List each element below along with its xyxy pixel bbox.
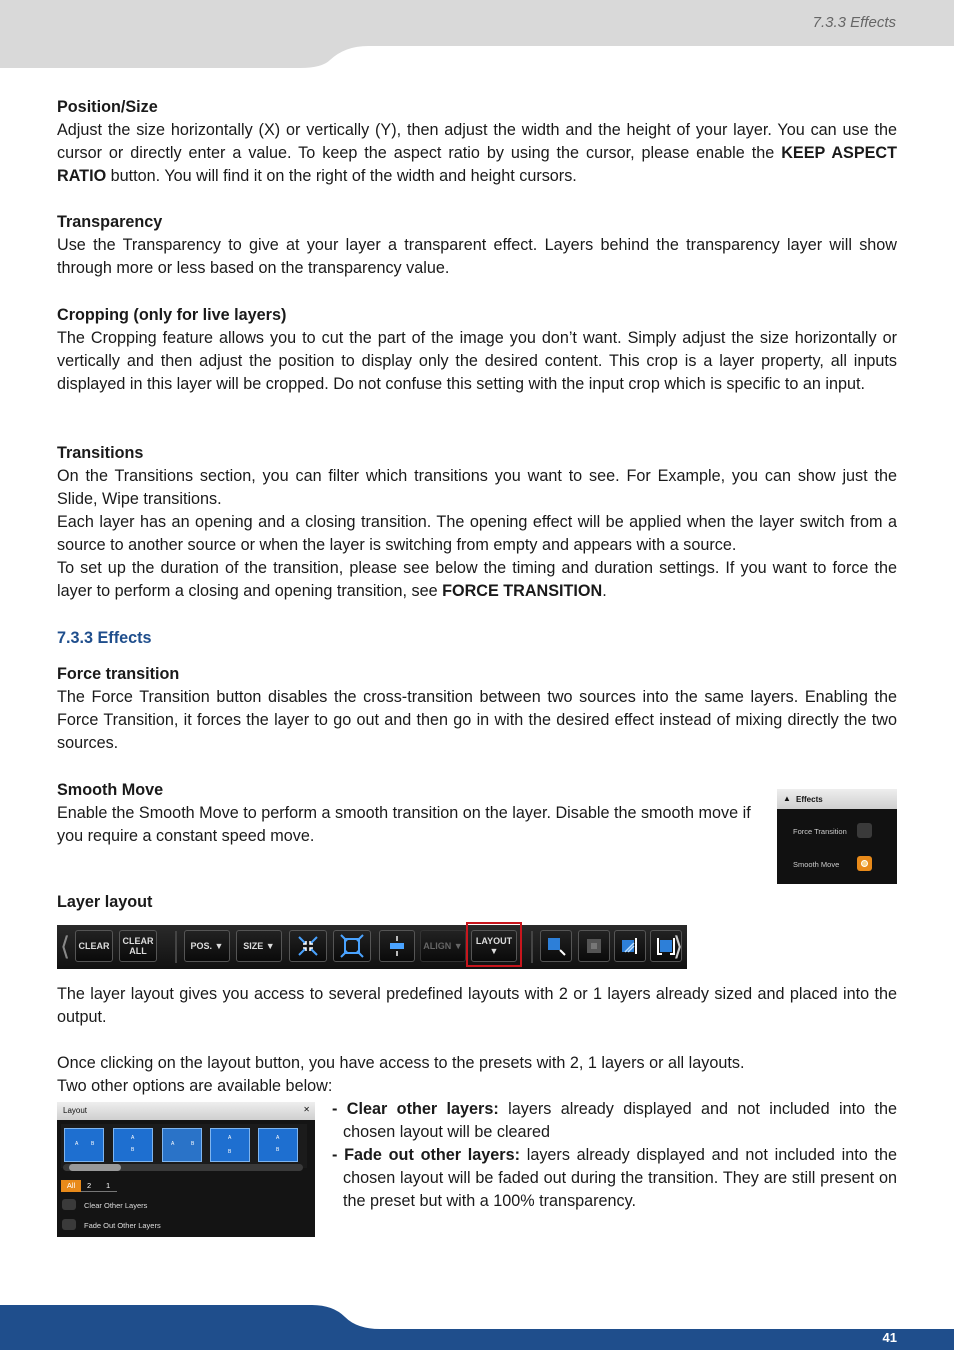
layout-panel-image (57, 1102, 315, 1237)
close-icon[interactable]: ✕ (303, 1105, 310, 1114)
fullscreen-icon[interactable] (333, 930, 371, 962)
layout-options-list (332, 1098, 897, 1213)
thumb-label: B (91, 1141, 95, 1147)
paragraph-transitions-1: On the Transitions section, you can filter which transitions you want to see. For Example, you can show just the Slide, Wipe transitions. (57, 467, 897, 508)
paragraph-position-size: Adjust the size horizontally (X) or vertically (Y), then adjust the width and the height of your layer. You can use the cursor or directly enter a value. To keep the aspect ratio by using the cursor, please enable the KEEP ASPECT RATIO button. You will find it on the right of the width and height cursors. (57, 121, 898, 185)
section-position-size (57, 96, 897, 188)
effects-panel-title: Effects (796, 795, 823, 804)
heading-layer-layout: Layer layout (57, 893, 153, 911)
tab-all[interactable]: All (61, 1180, 81, 1192)
collapse-arrow-icon[interactable]: ▲ (783, 794, 791, 803)
layout-panel-title: Layout (63, 1106, 88, 1115)
thumb-label: B (191, 1141, 195, 1147)
layout-dropdown-button[interactable]: LAYOUT ▼ (471, 930, 517, 962)
clear-all-button[interactable]: CLEAR ALL (119, 930, 157, 962)
heading-force-transition: Force transition (57, 665, 180, 683)
clear-button[interactable]: CLEAR (75, 930, 113, 962)
smooth-move-label: Smooth Move (793, 860, 840, 869)
heading-cropping: Cropping (only for live layers) (57, 306, 287, 324)
section-force-transition (57, 663, 897, 755)
thumb-label: A (131, 1135, 135, 1141)
paragraph-layer-layout-3: Two other options are available below: (57, 1077, 333, 1095)
presets-scrollbar[interactable] (63, 1164, 303, 1171)
tab-underline (81, 1191, 117, 1192)
section-layer-layout (57, 891, 897, 914)
center-align-icon[interactable] (379, 930, 415, 962)
layer-layout-text (57, 983, 897, 1098)
page-header-bar (0, 0, 954, 68)
smooth-move-toggle[interactable] (857, 856, 872, 871)
header-section-title: 7.3.3 Effects (812, 14, 896, 31)
thumb-label: B (228, 1149, 232, 1155)
thumb-label: B (131, 1147, 135, 1153)
section-transitions (57, 442, 897, 603)
section-transparency (57, 211, 897, 280)
size-dropdown-button[interactable]: SIZE ▼ (236, 930, 282, 962)
scrollbar-thumb[interactable] (69, 1164, 121, 1171)
scroll-left-icon[interactable]: ⟨ (60, 931, 71, 961)
paragraph-transitions-2: Each layer has an opening and a closing transition. The opening effect will be applied when the layer switch from a source to another source or when the layer is switching from empty and appears with a source. (57, 513, 897, 554)
align-dropdown-button[interactable]: ALIGN ▼ (420, 930, 466, 962)
fade-out-other-layers-label: Fade Out Other Layers (84, 1221, 161, 1230)
thumb-label: B (276, 1147, 280, 1153)
preset-thumbnail[interactable] (162, 1128, 202, 1162)
force-transition-label: Force Transition (793, 827, 847, 836)
thumb-label: A (276, 1135, 280, 1141)
force-transition-toggle[interactable] (857, 823, 872, 838)
toggle-on-indicator-icon (861, 860, 868, 867)
preset-thumbnail[interactable] (64, 1128, 104, 1162)
scroll-right-icon[interactable]: ⟩ (673, 931, 684, 961)
layout-panel-header (57, 1102, 315, 1120)
toolbar-separator (175, 931, 177, 963)
fade-out-other-layers-toggle[interactable] (62, 1219, 76, 1230)
preset-thumbnail[interactable] (258, 1128, 298, 1162)
thumb-label: A (75, 1141, 79, 1147)
clear-other-layers-label: Clear Other Layers (84, 1201, 148, 1210)
paragraph-layer-layout-2: Once clicking on the layout button, you have access to the presets with 2, 1 layers or all layouts. (57, 1054, 745, 1072)
heading-smooth-move: Smooth Move (57, 781, 164, 799)
thumb-label: A (171, 1141, 175, 1147)
page-footer-bar (0, 1305, 954, 1350)
effects-panel-image (777, 789, 897, 884)
paragraph-cropping: The Cropping feature allows you to cut the part of the image you don’t want. Simply adjust the size horizontally or vertically and then adjust the position to display only the desired content. This crop is a layer property, all inputs displayed in this layer will be cropped. Do not confuse this setting with the input crop which is specific to an input. (57, 329, 897, 393)
paragraph-smooth-move: Enable the Smooth Move to perform a smooth transition on the layer. Disable the smooth move if you require a constant speed move. (57, 804, 751, 845)
preset-thumbnail[interactable] (210, 1128, 250, 1162)
layer-toolbar-image (57, 925, 687, 969)
option-fade-out-other-layers: - Fade out other layers: layers already displayed and not included into the chosen layout will be faded out during the transition. They are still present on the preset but with a 100% transparency. (332, 1146, 898, 1210)
send-to-back-icon[interactable] (578, 930, 610, 962)
heading-transparency: Transparency (57, 213, 163, 231)
paragraph-layer-layout-1: The layer layout gives you access to several predefined layouts with 2 or 1 layers already sized and placed into the output. (57, 985, 897, 1026)
transparency-icon[interactable] (614, 930, 646, 962)
clear-other-layers-toggle[interactable] (62, 1199, 76, 1210)
heading-position-size: Position/Size (57, 98, 158, 116)
heading-transitions: Transitions (57, 444, 144, 462)
heading-effects: 7.3.3 Effects (57, 629, 152, 647)
effects-panel-header (777, 789, 897, 809)
paragraph-transparency: Use the Transparency to give at your layer a transparent effect. Layers behind the transparency layer will show through more or less based on the transparency value. (57, 236, 897, 277)
tab-2[interactable]: 2 (87, 1181, 92, 1190)
position-dropdown-button[interactable]: POS. ▼ (184, 930, 230, 962)
tab-1[interactable]: 1 (106, 1181, 111, 1190)
section-smooth-move (57, 779, 763, 848)
paragraph-force-transition: The Force Transition button disables the cross-transition between two sources into the same layers. Enabling the Force Transition, it forces the layer to go out and then go in with the desired effect instead of mixing directly the two sources. (57, 688, 897, 752)
toolbar-separator (531, 931, 533, 963)
bring-to-front-icon[interactable] (540, 930, 572, 962)
option-clear-other-layers: - Clear other layers: layers already displayed and not included into the chosen layout will be cleared (332, 1100, 898, 1141)
section-cropping (57, 304, 897, 396)
shrink-icon[interactable] (289, 930, 327, 962)
layout-button-highlight (466, 922, 522, 967)
page-number: 41 (882, 1330, 897, 1345)
preset-thumbnail[interactable] (113, 1128, 153, 1162)
paragraph-transitions-3: To set up the duration of the transition, please see below the timing and duration settings. If you want to force the layer to perform a closing and opening transition, see FORCE TRANSITION. (57, 559, 897, 600)
thumb-label: A (228, 1135, 232, 1141)
